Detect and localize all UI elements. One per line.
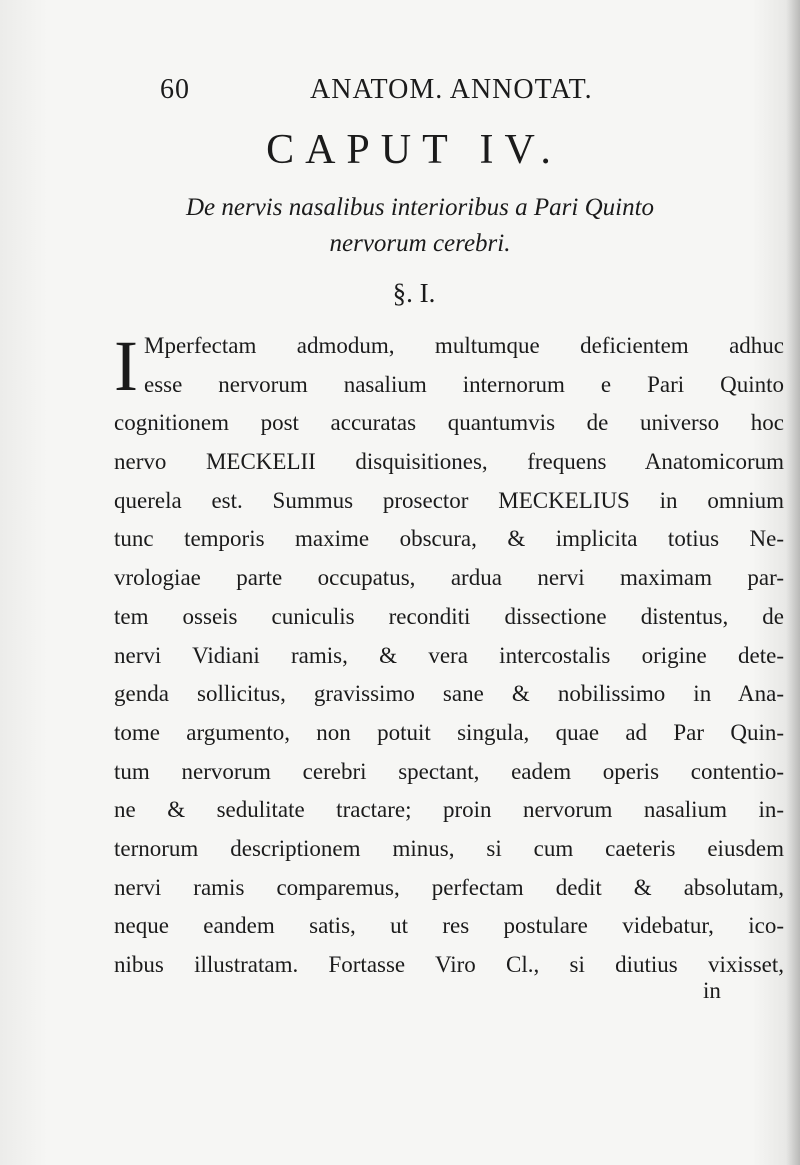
page-edge-shadow [786,0,800,1165]
text-line: cognitionem post accuratas quantumvis de universo hoc [114,410,784,436]
text-line: tum nervorum cerebri spectant, eadem operis contentio- [114,758,784,784]
catchword: in [703,978,721,1003]
text-line: vrologiae parte occupatus, ardua nervi maximam par- [114,565,784,591]
text-line: nervi Vidiani ramis, & vera intercostalis origine dete- [114,642,784,668]
text-line: neque eandem satis, ut res postulare videbatur, ico- [114,913,784,939]
text-line: ne & sedulitate tractare; proin nervorum nasalium in- [114,797,784,823]
text-line: tome argumento, non potuit singula, quae ad Par Quin- [114,719,784,745]
text-line: esse nervorum nasalium internorum e Pari Quinto [144,371,784,397]
text-line: nervi ramis comparemus, perfectam dedit & absolutam, [114,874,784,900]
drop-cap: I [114,326,138,406]
text-line: querela est. Summus prosector MECKELIUS in omnium [114,487,784,513]
text-line: tem osseis cuniculis reconditi dissectione distentus, de [114,603,784,629]
chapter-subtitle [120,190,720,262]
chapter-subtitle-line-2: nervorum cerebri. [329,230,511,257]
text-line: ternorum descriptionem minus, si cum caeteris eiusdem [114,835,784,861]
text-line: tunc temporis maxime obscura, & implicita totius Ne- [114,526,784,552]
chapter-subtitle-line-1: De nervis nasalibus interioribus a Pari Quinto [185,194,655,221]
text-line: nibus illustratam. Fortasse Viro Cl., si diutius vixisset, [114,952,784,977]
text-line: nervo MECKELII disquisitiones, frequens Anatomicorum [114,449,784,475]
running-title: ANATOM. ANNOTAT. [310,74,593,105]
chapter-title: CAPUT IV. [266,127,562,173]
section-number: §. I. [392,278,436,308]
text-line: Mperfectam admodum, multumque deficientem adhuc [144,333,784,358]
text-line: genda sollicitus, gravissimo sane & nobilissimo in Ana- [114,681,784,707]
running-head [160,74,640,114]
page-number: 60 [160,74,190,105]
body-paragraph [114,327,784,985]
